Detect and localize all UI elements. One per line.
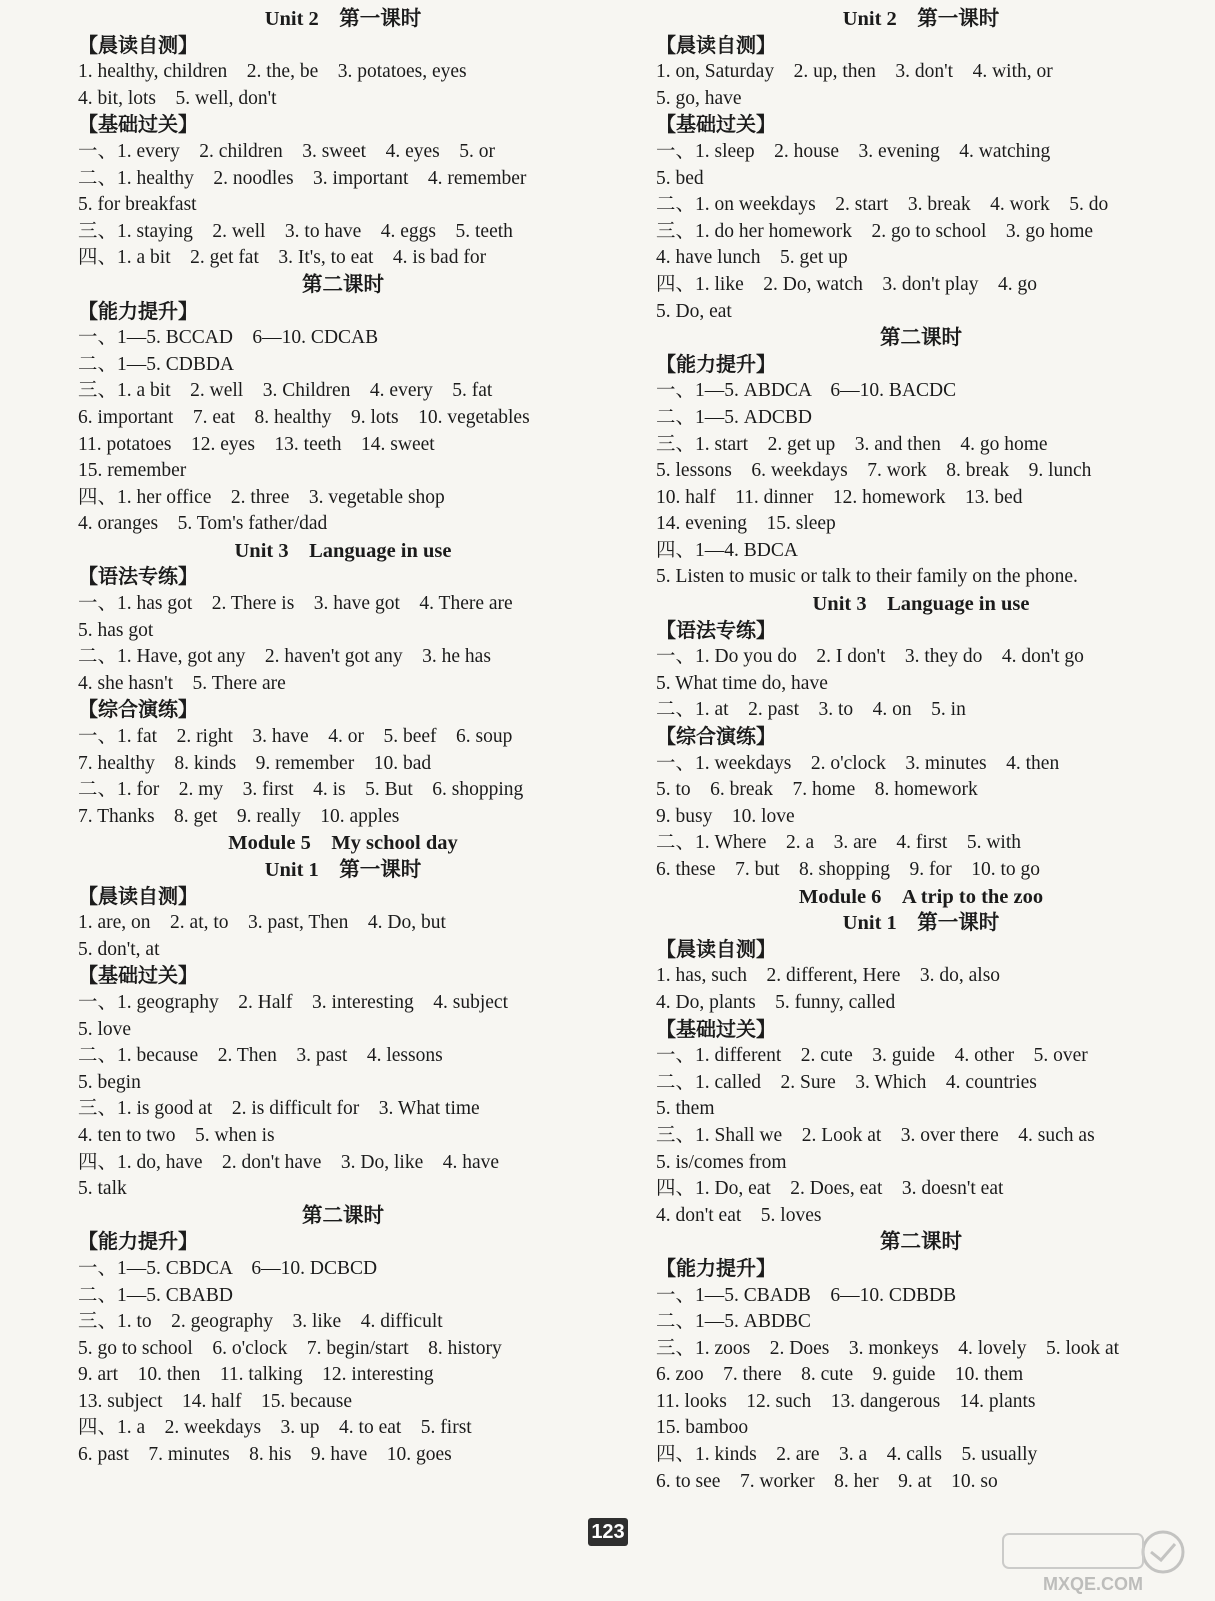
section-heading: 【晨读自测】 (656, 938, 776, 961)
answer-line: 一、1. fat 2. right 3. have 4. or 5. beef 6. soup (78, 726, 513, 748)
lesson-title: Module 6 A trip to the zoo (798, 885, 1044, 908)
section-heading: 【综合演练】 (78, 699, 198, 722)
answer-line: 4. she hasn't 5. There are (78, 672, 286, 694)
answer-line: 10. half 11. dinner 12. homework 13. bed (656, 486, 1023, 508)
answer-line: 三、1. to 2. geography 3. like 4. difficult (78, 1311, 443, 1333)
answer-line: 5. bed (656, 167, 704, 189)
answer-line: 四、1. a bit 2. get fat 3. It's, to eat 4. is bad for (78, 247, 487, 269)
answer-line: 三、1. staying 2. well 3. to have 4. eggs 5. teeth (78, 220, 513, 242)
lesson-title: 第二课时 (302, 1204, 384, 1227)
answer-line: 三、1. do her homework 2. go to school 3. go home (656, 220, 1094, 242)
section-heading: 【能力提升】 (656, 353, 776, 376)
lesson-title: Unit 2 第一课时 (264, 8, 422, 30)
section-heading: 【晨读自测】 (656, 34, 776, 57)
answer-line: 一、1. has got 2. There is 3. have got 4. There are (78, 593, 513, 615)
answer-line: 四、1. Do, eat 2. Does, eat 3. doesn't eat (656, 1178, 1004, 1200)
answer-line: 二、1. at 2. past 3. to 4. on 5. in (656, 699, 966, 721)
answer-line: 二、1—5. ADCBD (656, 406, 813, 428)
section-heading: 【基础过关】 (656, 1018, 776, 1041)
answer-line: 二、1—5. CBABD (78, 1284, 233, 1306)
answer-line: 5. has got (78, 619, 154, 641)
answer-line: 6. zoo 7. there 8. cute 9. guide 10. them (656, 1364, 1024, 1386)
answer-stamp-logo-icon (993, 1526, 1193, 1596)
answer-line: 一、1. weekdays 2. o'clock 3. minutes 4. then (656, 752, 1060, 774)
answer-line: 4. bit, lots 5. well, don't (78, 87, 277, 109)
section-heading: 【能力提升】 (656, 1257, 776, 1280)
answer-line: 6. past 7. minutes 8. his 9. have 10. goes (78, 1444, 452, 1466)
answer-line: 二、1. on weekdays 2. start 3. break 4. work 5. do (656, 194, 1109, 216)
lesson-title: 第二课时 (302, 273, 384, 296)
answer-line: 15. bamboo (656, 1417, 749, 1439)
answer-line: 四、1—4. BDCA (656, 539, 798, 561)
answer-line: 二、1—5. CDBDA (78, 353, 235, 375)
answer-line: 9. art 10. then 11. talking 12. interesting (78, 1364, 434, 1386)
answer-line: 5. talk (78, 1178, 127, 1200)
lesson-title: Unit 3 Language in use (234, 539, 452, 562)
answer-line: 4. ten to two 5. when is (78, 1124, 275, 1146)
section-heading: 【语法专练】 (656, 619, 776, 642)
answer-line: 9. busy 10. love (656, 805, 795, 827)
answer-line: 7. Thanks 8. get 9. really 10. apples (78, 805, 400, 827)
answer-line: 5. go to school 6. o'clock 7. begin/start 8. history (78, 1337, 502, 1359)
answer-line: 二、1—5. ABDBC (656, 1311, 811, 1333)
answer-line: 三、1. Shall we 2. Look at 3. over there 4. such as (656, 1124, 1095, 1146)
watermark-logo (993, 1526, 1193, 1596)
section-heading: 【语法专练】 (78, 566, 198, 589)
page-number: 123 (588, 1518, 628, 1546)
answer-line: 5. go, have (656, 87, 742, 109)
answer-line: 一、1. different 2. cute 3. guide 4. other 5. over (656, 1045, 1088, 1067)
lesson-title: 第二课时 (880, 327, 962, 350)
answer-line: 一、1. geography 2. Half 3. interesting 4. subject (78, 991, 508, 1013)
answer-line: 一、1. sleep 2. house 3. evening 4. watching (656, 140, 1051, 162)
answer-line: 11. potatoes 12. eyes 13. teeth 14. sweet (78, 433, 435, 455)
answer-line: 5. Listen to music or talk to their family on the phone. (656, 566, 1078, 588)
answer-line: 5. for breakfast (78, 194, 197, 216)
section-heading: 【综合演练】 (656, 726, 776, 749)
answer-line: 三、1. a bit 2. well 3. Children 4. every 5. fat (78, 380, 493, 402)
answer-line: 1. are, on 2. at, to 3. past, Then 4. Do, but (78, 912, 446, 934)
lesson-title: Unit 1 第一课时 (842, 912, 1000, 935)
lesson-title: Unit 3 Language in use (812, 593, 1030, 616)
answer-line: 1. healthy, children 2. the, be 3. potatoes, eyes (78, 61, 467, 83)
answer-line: 5. lessons 6. weekdays 7. work 8. break 9. lunch (656, 460, 1092, 482)
answer-line: 一、1—5. CBADB 6—10. CDBDB (656, 1284, 957, 1306)
answer-line: 四、1. do, have 2. don't have 3. Do, like 4. have (78, 1151, 500, 1173)
watermark-text: MXQE.COM (1042, 1574, 1144, 1594)
lesson-title: 第二课时 (880, 1231, 962, 1254)
answer-line: 四、1. like 2. Do, watch 3. don't play 4. go (656, 273, 1038, 295)
answer-line: 13. subject 14. half 15. because (78, 1390, 353, 1412)
answer-line: 6. to see 7. worker 8. her 9. at 10. so (656, 1470, 998, 1492)
section-heading: 【基础过关】 (656, 114, 776, 137)
section-heading: 【基础过关】 (78, 114, 198, 137)
answer-line: 1. on, Saturday 2. up, then 3. don't 4. with, or (656, 61, 1053, 83)
answer-line: 5. don't, at (78, 938, 160, 960)
answer-line: 二、1. healthy 2. noodles 3. important 4. remember (78, 167, 527, 189)
answer-line: 5. love (78, 1018, 132, 1040)
answer-line: 7. healthy 8. kinds 9. remember 10. bad (78, 752, 432, 774)
answer-line: 15. remember (78, 460, 187, 482)
answer-line: 5. to 6. break 7. home 8. homework (656, 779, 978, 801)
answer-line: 11. looks 12. such 13. dangerous 14. plants (656, 1390, 1036, 1412)
section-heading: 【能力提升】 (78, 1231, 198, 1254)
section-heading: 【能力提升】 (78, 300, 198, 323)
answer-line: 4. oranges 5. Tom's father/dad (78, 513, 328, 535)
answer-line: 四、1. a 2. weekdays 3. up 4. to eat 5. first (78, 1417, 472, 1439)
answer-line: 1. has, such 2. different, Here 3. do, also (656, 965, 1001, 987)
answer-line: 5. them (656, 1098, 715, 1120)
section-heading: 【晨读自测】 (78, 34, 198, 57)
answer-line: 一、1. every 2. children 3. sweet 4. eyes 5. or (78, 140, 495, 162)
lesson-title: Unit 1 第一课时 (264, 859, 422, 881)
answer-line: 四、1. her office 2. three 3. vegetable shop (78, 486, 445, 508)
answer-line: 二、1. called 2. Sure 3. Which 4. countries (656, 1071, 1037, 1093)
answer-line: 一、1. Do you do 2. I don't 3. they do 4. don't go (656, 646, 1084, 668)
answer-line: 四、1. kinds 2. are 3. a 4. calls 5. usually (656, 1444, 1038, 1466)
answer-line: 5. begin (78, 1071, 141, 1093)
answer-column-left (78, 6, 608, 1469)
answer-line: 二、1. Have, got any 2. haven't got any 3. he has (78, 646, 491, 668)
answer-line: 6. these 7. but 8. shopping 9. for 10. to go (656, 859, 1041, 880)
answer-line: 二、1. Where 2. a 3. are 4. first 5. with (656, 832, 1021, 854)
answer-line: 三、1. start 2. get up 3. and then 4. go home (656, 433, 1048, 455)
answer-line: 三、1. is good at 2. is difficult for 3. What time (78, 1098, 480, 1120)
answer-line: 一、1—5. BCCAD 6—10. CDCAB (78, 327, 379, 349)
answer-line: 一、1—5. CBDCA 6—10. DCBCD (78, 1257, 378, 1279)
lesson-title: Unit 2 第一课时 (842, 8, 1000, 30)
answer-line: 4. Do, plants 5. funny, called (656, 991, 896, 1013)
answer-line: 6. important 7. eat 8. healthy 9. lots 10. vegetables (78, 406, 530, 428)
answer-line: 5. Do, eat (656, 300, 732, 322)
lesson-title: Module 5 My school day (228, 832, 458, 855)
answer-column-right (656, 6, 1186, 1495)
answer-line: 二、1. for 2. my 3. first 4. is 5. But 6. shopping (78, 779, 524, 801)
answer-line: 二、1. because 2. Then 3. past 4. lessons (78, 1045, 443, 1067)
answer-line: 三、1. zoos 2. Does 3. monkeys 4. lovely 5. look at (656, 1337, 1120, 1359)
answer-line: 4. have lunch 5. get up (656, 247, 848, 269)
section-heading: 【晨读自测】 (78, 885, 198, 908)
answer-line: 4. don't eat 5. loves (656, 1204, 822, 1226)
answer-line: 5. What time do, have (656, 672, 828, 694)
answer-line: 5. is/comes from (656, 1151, 787, 1173)
answer-line: 14. evening 15. sleep (656, 513, 836, 535)
answer-line: 一、1—5. ABDCA 6—10. BACDC (656, 380, 957, 402)
section-heading: 【基础过关】 (78, 965, 198, 988)
